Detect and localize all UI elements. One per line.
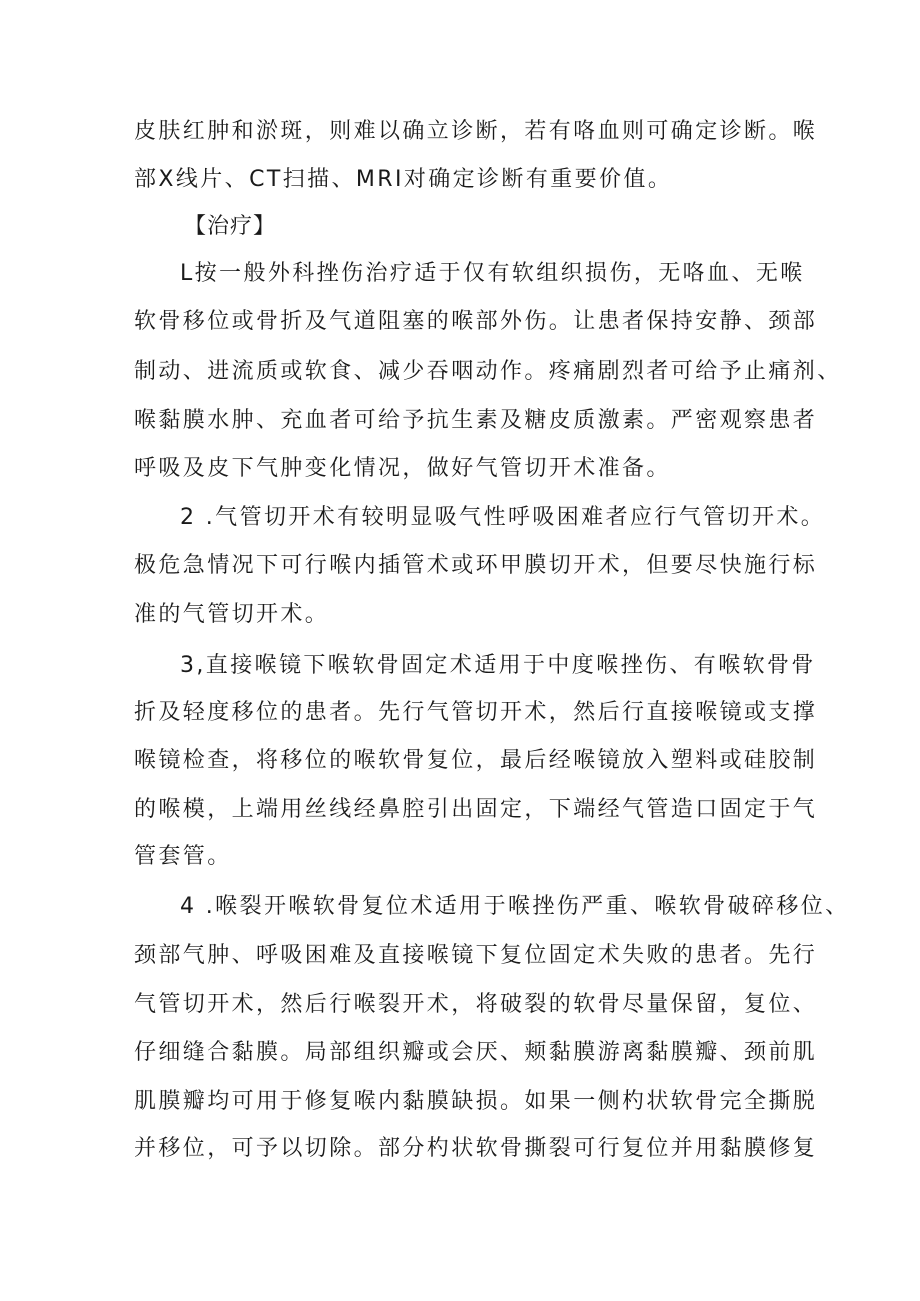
text-line: 软骨移位或骨折及气道阻塞的喉部外伤。让患者保持安静、颈部 xyxy=(134,309,818,334)
section-heading: 【治疗】 xyxy=(184,214,277,239)
text-line: 4 .喉裂开喉软骨复位术适用于喉挫伤严重、喉软骨破碎移位、 xyxy=(180,894,850,919)
text-line: 喉黏膜水肿、充血者可给予抗生素及糖皮质激素。严密观察患者 xyxy=(134,408,818,433)
text-line: 部X线片、CT扫描、MRI对确定诊断有重要价值。 xyxy=(134,167,673,192)
text-line: 并移位，可予以切除。部分杓状软骨撕裂可行复位并用黏膜修复 xyxy=(134,1136,818,1161)
text-line: 管套管。 xyxy=(134,844,232,869)
text-line: 制动、进流质或软食、减少吞咽动作。疼痛剧烈者可给予止痛剂、 xyxy=(134,359,842,384)
text-line: 2 .气管切开术有较明显吸气性呼吸困难者应行气管切开术。 xyxy=(180,505,826,530)
text-line: 颈部气肿、呼吸困难及直接喉镜下复位固定术失败的患者。先行 xyxy=(134,943,818,968)
text-line: 呼吸及皮下气肿变化情况，做好气管切开术准备。 xyxy=(134,456,671,481)
text-line: 极危急情况下可行喉内插管术或环甲膜切开术，但要尽快施行标 xyxy=(134,553,818,578)
text-line: 肌膜瓣均可用于修复喉内黏膜缺损。如果一侧杓状软骨完全撕脱 xyxy=(134,1089,818,1114)
text-line: 仔细缝合黏膜。局部组织瓣或会厌、颊黏膜游离黏膜瓣、颈前肌 xyxy=(134,1040,818,1065)
text-line: 的喉模，上端用丝线经鼻腔引出固定，下端经气管造口固定于气 xyxy=(134,797,818,822)
text-line: 3,直接喉镜下喉软骨固定术适用于中度喉挫伤、有喉软骨骨 xyxy=(180,653,816,678)
text-line: 准的气管切开术。 xyxy=(134,602,330,627)
text-line: 折及轻度移位的患者。先行气管切开术，然后行直接喉镜或支撑 xyxy=(134,700,818,725)
text-line: 皮肤红肿和淤斑，则难以确立诊断，若有咯血则可确定诊断。喉 xyxy=(134,119,818,144)
text-line: 气管切开术，然后行喉裂开术，将破裂的软骨尽量保留，复位、 xyxy=(134,992,818,1017)
text-line: L按一般外科挫伤治疗适于仅有软组织损伤，无咯血、无喉 xyxy=(180,261,805,286)
text-line: 喉镜检查，将移位的喉软骨复位，最后经喉镜放入塑料或硅胶制 xyxy=(134,748,818,773)
